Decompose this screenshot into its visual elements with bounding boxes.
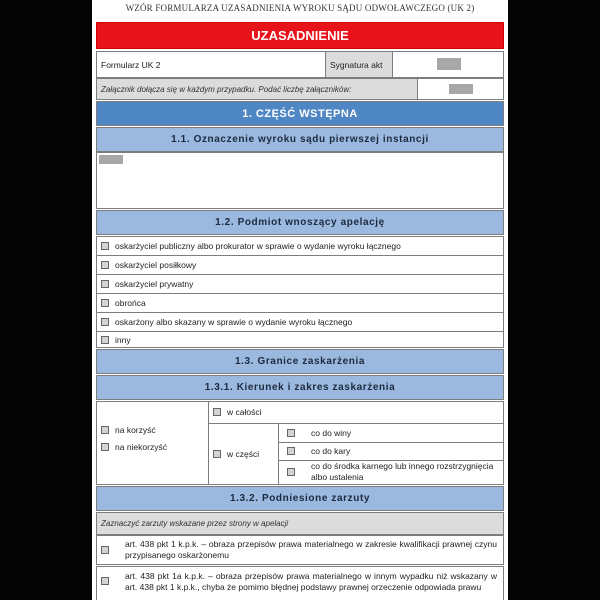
checkbox[interactable]	[101, 280, 109, 288]
direction-favour[interactable]: na korzyść	[97, 425, 156, 435]
charge-text: art. 438 pkt 1a k.p.k. – obraza przepisów prawa materialnego w innym wypadku niż wskazany w art. 438 pkt 1 k.p.k., chyba że pomimo błędnej podstawy prawnej orzeczenie odpowiada prawu	[125, 571, 497, 592]
direction-against[interactable]: na niekorzyść	[97, 442, 167, 452]
signature-label: Sygnatura akt	[326, 52, 392, 77]
section-1-header: 1. CZĘŚĆ WSTĘPNA	[96, 101, 504, 126]
uzasadnienie-banner: UZASADNIENIE	[96, 22, 504, 49]
scope-grid	[96, 401, 504, 485]
partial-option-measure[interactable]: co do środka karnego lub innego rozstrzygnięcia albo ustalenia	[283, 461, 499, 483]
section-1-3-1-header: 1.3.1. Kierunek i zakres zaskarżenia	[96, 375, 504, 400]
checkbox[interactable]	[287, 468, 295, 476]
appellant-list	[96, 236, 504, 348]
partial-option-penalty[interactable]: co do kary	[283, 446, 350, 456]
charge-text: art. 438 pkt 1 k.p.k. – obraza przepisów prawa materialnego w zakresie kwalifikacji prawnej czynu przypisanego oskarżonemu	[125, 539, 497, 560]
checkbox[interactable]	[287, 429, 295, 437]
form-label: Formularz UK 2	[101, 59, 161, 70]
charges-note-row	[96, 512, 504, 535]
attachment-count-field[interactable]	[449, 84, 473, 94]
scope-partial[interactable]: w części	[209, 449, 259, 459]
judgment-placeholder	[99, 155, 123, 164]
scope-whole[interactable]: w całości	[209, 407, 261, 417]
checkbox[interactable]	[101, 261, 109, 269]
checkbox[interactable]	[213, 450, 221, 458]
section-1-3-2-header: 1.3.2. Podniesione zarzuty	[96, 486, 504, 511]
section-1-3-header: 1.3. Granice zaskarżenia	[96, 349, 504, 374]
signature-field[interactable]	[437, 58, 461, 70]
checkbox[interactable]	[213, 408, 221, 416]
appellant-option[interactable]: oskarżyciel prywatny	[97, 275, 503, 293]
charges-note: Zaznaczyć zarzuty wskazane przez strony w apelacji	[101, 519, 289, 528]
checkbox[interactable]	[101, 336, 109, 344]
appellant-option[interactable]: obrońca	[97, 294, 503, 312]
appellant-option[interactable]: inny	[97, 332, 503, 348]
checkbox[interactable]	[101, 426, 109, 434]
charge-item[interactable]	[96, 535, 504, 565]
charge-item[interactable]	[96, 566, 504, 600]
form-page	[92, 0, 508, 600]
checkbox[interactable]	[287, 447, 295, 455]
checkbox[interactable]	[101, 242, 109, 250]
appellant-option[interactable]: oskarżyciel publiczny albo prokurator w sprawie o wydanie wyroku łącznego	[97, 237, 503, 255]
section-1-1-header: 1.1. Oznaczenie wyroku sądu pierwszej instancji	[96, 127, 504, 152]
attachment-note: Załącznik dołącza się w każdym przypadku. Podać liczbę załączników:	[97, 79, 417, 99]
checkbox[interactable]	[101, 577, 109, 585]
appellant-option[interactable]: oskarżyciel posiłkowy	[97, 256, 503, 274]
attachment-row	[96, 78, 504, 100]
checkbox[interactable]	[101, 299, 109, 307]
partial-option-guilt[interactable]: co do winy	[283, 428, 351, 438]
document-title: WZÓR FORMULARZA UZASADNIENIA WYROKU SĄDU ODWOŁAWCZEGO (UK 2)	[125, 3, 475, 13]
section-1-2-header: 1.2. Podmiot wnoszący apelację	[96, 210, 504, 235]
form-signature-row	[96, 51, 504, 78]
first-instance-judgment-field[interactable]	[96, 152, 504, 209]
checkbox[interactable]	[101, 443, 109, 451]
appellant-option[interactable]: oskarżony albo skazany w sprawie o wydanie wyroku łącznego	[97, 313, 503, 331]
checkbox[interactable]	[101, 318, 109, 326]
checkbox[interactable]	[101, 546, 109, 554]
